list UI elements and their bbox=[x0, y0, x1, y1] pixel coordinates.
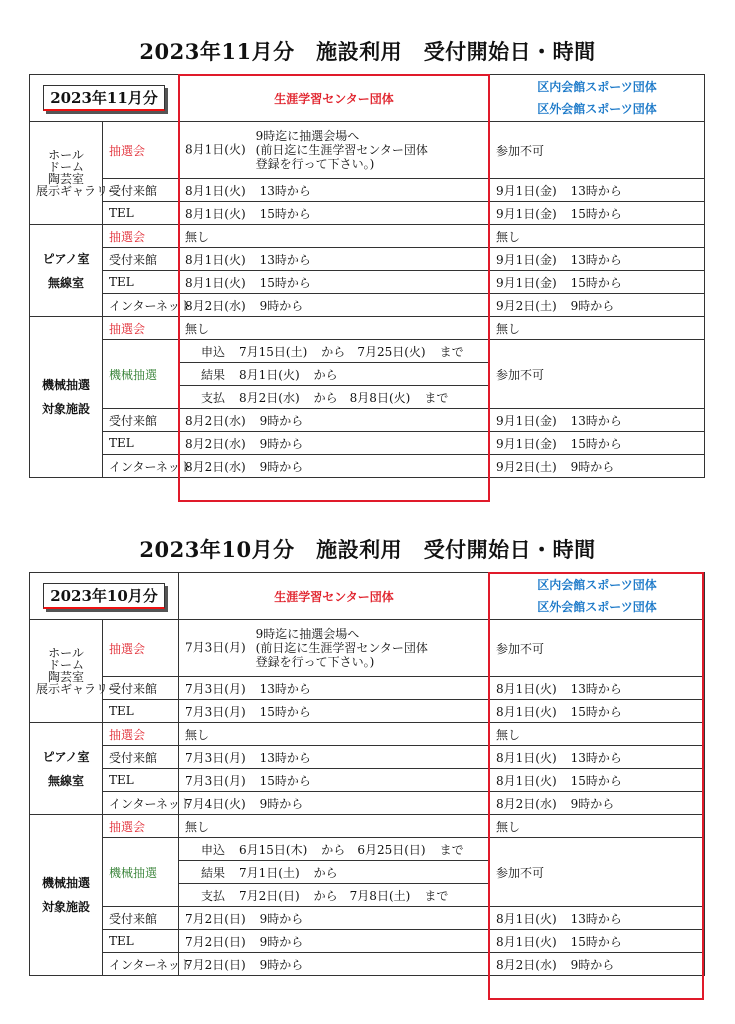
facility-line: 展示ギャラリー bbox=[36, 682, 121, 696]
category-tel: TEL bbox=[103, 432, 179, 455]
date: 8月1日(火) bbox=[185, 206, 246, 221]
facility-line: 陶芸室 bbox=[47, 172, 84, 186]
from-date: 8月2日(水) bbox=[239, 390, 300, 405]
table-row bbox=[30, 455, 705, 478]
from-word: から bbox=[313, 865, 338, 880]
time: 9時から bbox=[259, 934, 304, 949]
to-date: 7月8日(土) bbox=[349, 888, 411, 903]
facility-line: 無線室 bbox=[47, 275, 84, 290]
table-row bbox=[30, 432, 705, 455]
table-row bbox=[30, 677, 705, 700]
date: 8月2日(水) bbox=[496, 957, 557, 972]
time: 15時から bbox=[259, 275, 311, 290]
category-internet: インターネット bbox=[103, 294, 179, 317]
date: 9月1日(金) bbox=[496, 275, 557, 290]
sports-tel bbox=[490, 930, 705, 953]
from-word: から bbox=[313, 390, 338, 405]
table-row bbox=[30, 202, 705, 225]
lottery-note-line: (前日迄に生涯学習センター団体 bbox=[255, 641, 428, 655]
sports-visit bbox=[490, 746, 705, 769]
date: 7月3日(月) bbox=[185, 681, 246, 696]
lottery-date: 7月3日(月) bbox=[185, 640, 246, 655]
sports-internet bbox=[490, 792, 705, 815]
facility-name-piano bbox=[30, 723, 103, 815]
date: 8月1日(火) bbox=[496, 750, 557, 765]
time: 15時から bbox=[570, 934, 622, 949]
facility-name-machine bbox=[30, 815, 103, 976]
apply-period bbox=[179, 340, 490, 363]
schedule-table-november bbox=[29, 74, 704, 478]
from-word: から bbox=[321, 842, 346, 857]
lifelong-visit bbox=[179, 248, 490, 271]
lottery-date: 8月1日(火) bbox=[185, 142, 246, 157]
facility-line: ドーム bbox=[47, 160, 84, 174]
sports-tel bbox=[490, 202, 705, 225]
category-lottery: 抽選会 bbox=[103, 620, 179, 677]
date: 9月1日(金) bbox=[496, 252, 557, 267]
label: 申込 bbox=[201, 842, 226, 857]
date: 7月2日(日) bbox=[185, 957, 246, 972]
sports-group-header bbox=[490, 573, 705, 620]
facility-line: 無線室 bbox=[47, 773, 84, 788]
sports-internet bbox=[490, 953, 705, 976]
from-date: 7月2日(日) bbox=[239, 888, 300, 903]
facility-name-piano bbox=[30, 225, 103, 317]
month-label-cell bbox=[30, 573, 179, 620]
time: 15時から bbox=[570, 206, 622, 221]
date: 8月1日(火) bbox=[496, 934, 557, 949]
table-header bbox=[30, 75, 705, 122]
result-date bbox=[179, 861, 490, 884]
label: 結果 bbox=[201, 865, 226, 880]
time: 15時から bbox=[570, 704, 622, 719]
result-date bbox=[179, 363, 490, 386]
category-visit: 受付来館 bbox=[103, 409, 179, 432]
facility-line: 対象施設 bbox=[41, 900, 90, 914]
sports-group-header-line: 区内会館スポーツ団体 bbox=[537, 80, 657, 94]
table-row bbox=[30, 340, 705, 363]
lifelong-internet bbox=[179, 953, 490, 976]
from-date: 8月1日(火) bbox=[239, 367, 300, 382]
category-tel: TEL bbox=[103, 271, 179, 294]
category-visit: 受付来館 bbox=[103, 677, 179, 700]
time: 9時から bbox=[259, 911, 304, 926]
category-internet: インターネット bbox=[103, 792, 179, 815]
to-word: まで bbox=[439, 344, 464, 359]
date: 7月2日(日) bbox=[185, 911, 246, 926]
category-lottery: 抽選会 bbox=[103, 317, 179, 340]
lifelong-visit bbox=[179, 677, 490, 700]
table-row bbox=[30, 700, 705, 723]
lottery-note bbox=[246, 129, 428, 171]
category-tel: TEL bbox=[103, 700, 179, 723]
time: 13時から bbox=[259, 183, 311, 198]
time: 9時から bbox=[259, 957, 304, 972]
time: 9時から bbox=[259, 436, 304, 451]
time: 15時から bbox=[570, 275, 622, 290]
date: 8月2日(水) bbox=[185, 413, 246, 428]
time: 13時から bbox=[259, 750, 311, 765]
lifelong-group-header: 生涯学習センター団体 bbox=[179, 573, 490, 620]
category-visit: 受付来館 bbox=[103, 907, 179, 930]
time: 15時から bbox=[570, 436, 622, 451]
table-row bbox=[30, 225, 705, 248]
to-date: 7月25日(火) bbox=[357, 344, 426, 359]
lifelong-visit bbox=[179, 409, 490, 432]
lifelong-internet bbox=[179, 455, 490, 478]
table-row bbox=[30, 792, 705, 815]
table-row bbox=[30, 179, 705, 202]
category-lottery: 抽選会 bbox=[103, 122, 179, 179]
date: 9月1日(金) bbox=[496, 183, 557, 198]
facility-name-hall bbox=[30, 122, 121, 225]
date: 7月3日(月) bbox=[185, 773, 246, 788]
sports-internet bbox=[490, 294, 705, 317]
facility-line: 機械抽選 bbox=[41, 876, 90, 890]
time: 9時から bbox=[259, 298, 304, 313]
date: 9月1日(金) bbox=[496, 206, 557, 221]
facility-line: 機械抽選 bbox=[41, 378, 90, 392]
time: 9時から bbox=[570, 796, 615, 811]
time: 9時から bbox=[570, 298, 615, 313]
table-row bbox=[30, 620, 705, 677]
table-row bbox=[30, 248, 705, 271]
time: 9時から bbox=[259, 796, 304, 811]
date: 9月2日(土) bbox=[496, 298, 557, 313]
lifelong-tel bbox=[179, 930, 490, 953]
time: 15時から bbox=[570, 773, 622, 788]
category-lottery: 抽選会 bbox=[103, 225, 179, 248]
table-row bbox=[30, 907, 705, 930]
category-visit: 受付来館 bbox=[103, 248, 179, 271]
facility-line: ドーム bbox=[47, 658, 84, 672]
lifelong-visit bbox=[179, 179, 490, 202]
sports-visit bbox=[490, 409, 705, 432]
facility-line: 対象施設 bbox=[41, 402, 90, 416]
category-tel: TEL bbox=[103, 202, 179, 225]
time: 13時から bbox=[259, 681, 311, 696]
lifelong-lottery: 無し bbox=[179, 225, 490, 248]
time: 13時から bbox=[259, 252, 311, 267]
date: 7月4日(火) bbox=[185, 796, 246, 811]
sports-machine-lottery: 参加不可 bbox=[490, 340, 705, 409]
table-row bbox=[30, 271, 705, 294]
date: 8月1日(火) bbox=[496, 773, 557, 788]
label: 結果 bbox=[201, 367, 226, 382]
time: 13時から bbox=[570, 183, 622, 198]
time: 15時から bbox=[259, 773, 311, 788]
category-lottery: 抽選会 bbox=[103, 723, 179, 746]
time: 13時から bbox=[570, 750, 622, 765]
facility-line: ピアノ室 bbox=[42, 251, 90, 266]
table-row bbox=[30, 746, 705, 769]
from-date: 7月1日(土) bbox=[239, 865, 300, 880]
time: 13時から bbox=[570, 413, 622, 428]
sports-tel bbox=[490, 700, 705, 723]
date: 8月2日(水) bbox=[185, 459, 246, 474]
sports-lottery: 無し bbox=[490, 225, 705, 248]
from-word: から bbox=[313, 888, 338, 903]
sports-tel bbox=[490, 769, 705, 792]
to-word: まで bbox=[439, 842, 464, 857]
month-label: 2023年11月分 bbox=[43, 85, 165, 111]
lifelong-tel bbox=[179, 432, 490, 455]
date: 9月1日(金) bbox=[496, 413, 557, 428]
date: 7月3日(月) bbox=[185, 704, 246, 719]
category-tel: TEL bbox=[103, 769, 179, 792]
lottery-note-line: 登録を行って下さい。) bbox=[255, 157, 375, 171]
lifelong-internet bbox=[179, 294, 490, 317]
facility-line: ホール bbox=[48, 148, 84, 162]
date: 8月2日(水) bbox=[185, 436, 246, 451]
facility-line: ホール bbox=[48, 646, 84, 660]
sports-tel bbox=[490, 432, 705, 455]
time: 13時から bbox=[570, 911, 622, 926]
category-machine-lottery: 機械抽選 bbox=[103, 838, 179, 907]
table-row bbox=[30, 815, 705, 838]
sports-visit bbox=[490, 248, 705, 271]
sports-visit bbox=[490, 907, 705, 930]
sports-lottery: 無し bbox=[490, 815, 705, 838]
lottery-detail bbox=[179, 620, 490, 677]
lifelong-group-header: 生涯学習センター団体 bbox=[179, 75, 490, 122]
table-row bbox=[30, 122, 705, 179]
lifelong-internet bbox=[179, 792, 490, 815]
sports-visit bbox=[490, 179, 705, 202]
date: 8月1日(火) bbox=[185, 183, 246, 198]
table-row bbox=[30, 769, 705, 792]
table-row bbox=[30, 953, 705, 976]
time: 9時から bbox=[570, 459, 615, 474]
sports-lottery: 参加不可 bbox=[490, 122, 705, 179]
category-visit: 受付来館 bbox=[103, 746, 179, 769]
label: 申込 bbox=[201, 344, 226, 359]
date: 8月1日(火) bbox=[496, 681, 557, 696]
to-date: 6月25日(日) bbox=[357, 842, 426, 857]
date: 8月1日(火) bbox=[496, 704, 557, 719]
date: 9月2日(土) bbox=[496, 459, 557, 474]
lottery-note-line: (前日迄に生涯学習センター団体 bbox=[255, 143, 428, 157]
month-label: 2023年10月分 bbox=[43, 583, 165, 609]
sports-lottery: 無し bbox=[490, 317, 705, 340]
table-row bbox=[30, 409, 705, 432]
sports-group-header bbox=[490, 75, 705, 122]
sports-tel bbox=[490, 271, 705, 294]
sports-group-header-line: 区内会館スポーツ団体 bbox=[537, 578, 657, 592]
section-title: 2023年11月分 施設利用 受付開始日・時間 bbox=[139, 39, 596, 64]
date: 8月1日(火) bbox=[185, 252, 246, 267]
month-label-cell bbox=[30, 75, 179, 122]
date: 9月1日(金) bbox=[496, 436, 557, 451]
table-row bbox=[30, 723, 705, 746]
table-row bbox=[30, 294, 705, 317]
facility-name-hall bbox=[30, 620, 121, 723]
date: 7月3日(月) bbox=[185, 750, 246, 765]
category-internet: インターネット bbox=[103, 953, 179, 976]
time: 15時から bbox=[259, 206, 311, 221]
category-tel: TEL bbox=[103, 930, 179, 953]
to-word: まで bbox=[424, 888, 449, 903]
category-machine-lottery: 機械抽選 bbox=[103, 340, 179, 409]
lottery-note-line: 9時迄に抽選会場へ bbox=[255, 129, 360, 143]
sports-internet bbox=[490, 455, 705, 478]
table-header bbox=[30, 573, 705, 620]
to-word: まで bbox=[424, 390, 449, 405]
category-lottery: 抽選会 bbox=[103, 815, 179, 838]
date: 8月2日(水) bbox=[185, 298, 246, 313]
lifelong-lottery: 無し bbox=[179, 723, 490, 746]
facility-line: ピアノ室 bbox=[42, 749, 90, 764]
from-word: から bbox=[313, 367, 338, 382]
sports-group-header-line: 区外会館スポーツ団体 bbox=[537, 102, 657, 116]
time: 9時から bbox=[259, 413, 304, 428]
label: 支払 bbox=[201, 888, 226, 903]
category-visit: 受付来館 bbox=[103, 179, 179, 202]
sports-lottery: 無し bbox=[490, 723, 705, 746]
date: 7月2日(日) bbox=[185, 934, 246, 949]
from-word: から bbox=[321, 344, 346, 359]
time: 9時から bbox=[570, 957, 615, 972]
category-internet: インターネット bbox=[103, 455, 179, 478]
date: 8月1日(火) bbox=[496, 911, 557, 926]
lottery-note-line: 9時迄に抽選会場へ bbox=[255, 627, 360, 641]
sports-lottery: 参加不可 bbox=[490, 620, 705, 677]
lifelong-tel bbox=[179, 271, 490, 294]
time: 15時から bbox=[259, 704, 311, 719]
table-row bbox=[30, 930, 705, 953]
lottery-note-line: 登録を行って下さい。) bbox=[255, 655, 375, 669]
facility-line: 陶芸室 bbox=[47, 670, 84, 684]
lifelong-tel bbox=[179, 202, 490, 225]
time: 9時から bbox=[259, 459, 304, 474]
payment-period bbox=[179, 884, 490, 907]
time: 13時から bbox=[570, 252, 622, 267]
to-date: 8月8日(火) bbox=[349, 390, 411, 405]
from-date: 7月15日(土) bbox=[239, 344, 308, 359]
label: 支払 bbox=[201, 390, 226, 405]
lifelong-lottery: 無し bbox=[179, 317, 490, 340]
from-date: 6月15日(木) bbox=[239, 842, 308, 857]
facility-line: 展示ギャラリー bbox=[36, 184, 121, 198]
date: 8月1日(火) bbox=[185, 275, 246, 290]
lottery-note bbox=[246, 627, 428, 669]
sports-visit bbox=[490, 677, 705, 700]
sports-group-header-line: 区外会館スポーツ団体 bbox=[537, 600, 657, 614]
facility-name-machine bbox=[30, 317, 103, 478]
lifelong-tel bbox=[179, 769, 490, 792]
lifelong-lottery: 無し bbox=[179, 815, 490, 838]
payment-period bbox=[179, 386, 490, 409]
table-row bbox=[30, 838, 705, 861]
schedule-table-october bbox=[29, 572, 704, 976]
sports-machine-lottery: 参加不可 bbox=[490, 838, 705, 907]
table-row bbox=[30, 317, 705, 340]
lifelong-visit bbox=[179, 907, 490, 930]
apply-period bbox=[179, 838, 490, 861]
section-title: 2023年10月分 施設利用 受付開始日・時間 bbox=[139, 537, 596, 562]
lifelong-tel bbox=[179, 700, 490, 723]
time: 13時から bbox=[570, 681, 622, 696]
lifelong-visit bbox=[179, 746, 490, 769]
date: 8月2日(水) bbox=[496, 796, 557, 811]
lottery-detail bbox=[179, 122, 490, 179]
